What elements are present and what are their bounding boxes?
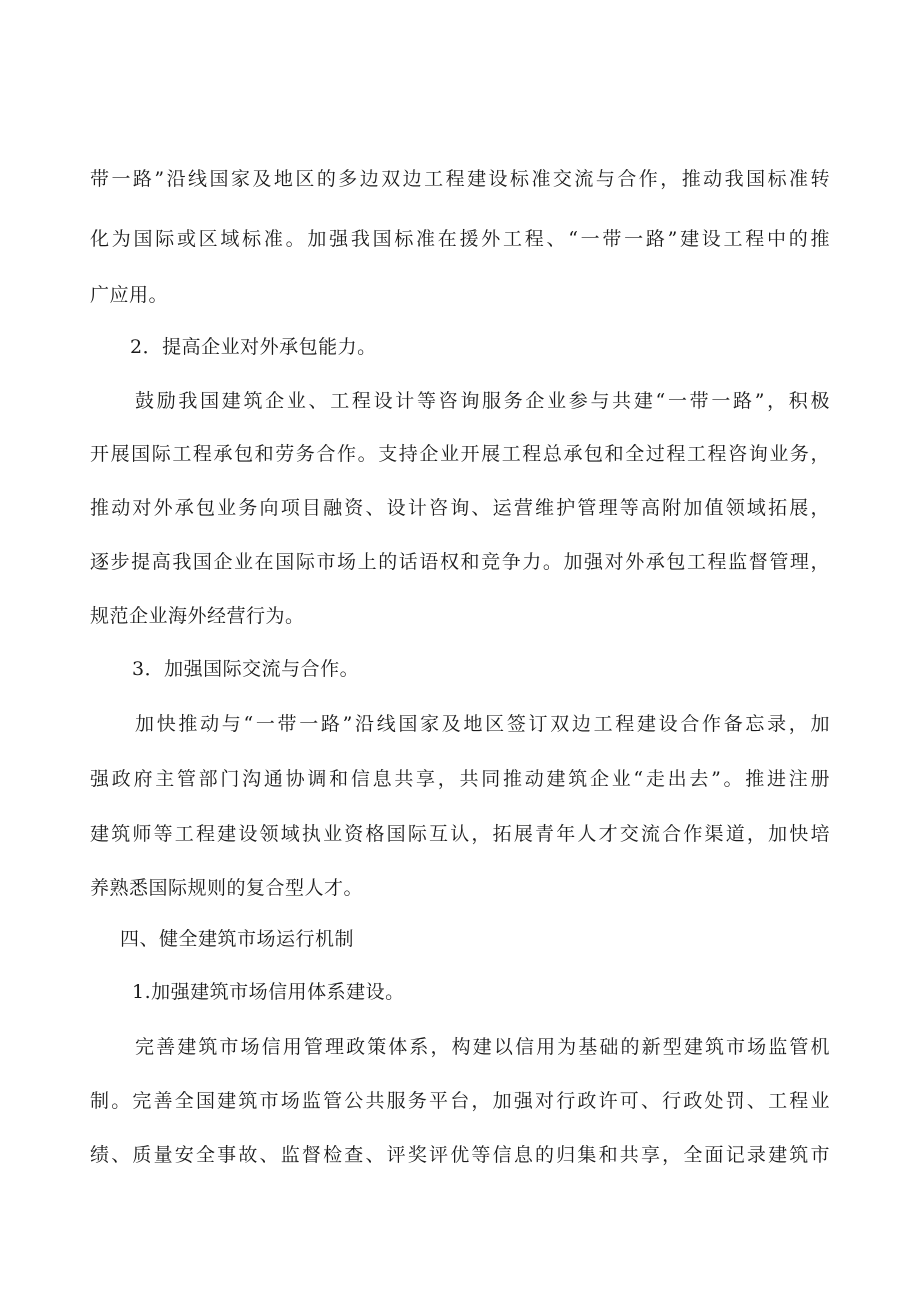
paragraph-line: 鼓励我国建筑企业、工程设计等咨询服务企业参与共建“一带一路”，积极 [135, 390, 830, 412]
numbered-heading: 3．加强国际交流与合作。 [132, 658, 360, 680]
section-heading: 四、健全建筑市场运行机制 [120, 928, 355, 950]
paragraph-line: 开展国际工程承包和劳务合作。支持企业开展工程总承包和全过程工程咨询业务， [90, 443, 830, 465]
numbered-heading: 1.加强建筑市场信用体系建设。 [132, 981, 405, 1003]
paragraph-line: 规范企业海外经营行为。 [90, 605, 305, 627]
paragraph-line: 推动对外承包业务向项目融资、设计咨询、运营维护管理等高附加值领域拓展， [90, 497, 830, 519]
paragraph-line: 化为国际或区域标准。加强我国标准在援外工程、“一带一路”建设工程中的推 [90, 228, 830, 250]
paragraph-line: 制。完善全国建筑市场监管公共服务平台，加强对行政许可、行政处罚、工程业 [90, 1090, 830, 1112]
paragraph-line: 养熟悉国际规则的复合型人才。 [90, 877, 364, 899]
paragraph-line: 完善建筑市场信用管理政策体系，构建以信用为基础的新型建筑市场监管机 [135, 1036, 830, 1058]
paragraph-line: 逐步提高我国企业在国际市场上的话语权和竞争力。加强对外承包工程监督管理， [90, 551, 830, 573]
paragraph-line: 强政府主管部门沟通协调和信息共享，共同推动建筑企业“走出去”。推进注册 [90, 768, 830, 790]
paragraph-line: 绩、质量安全事故、监督检查、评奖评优等信息的归集和共享，全面记录建筑市 [90, 1144, 830, 1166]
paragraph-line: 带一路”沿线国家及地区的多边双边工程建设标准交流与合作，推动我国标准转 [90, 168, 830, 190]
paragraph-line: 加快推动与“一带一路”沿线国家及地区签订双边工程建设合作备忘录，加 [135, 713, 830, 735]
numbered-heading: 2．提高企业对外承包能力。 [130, 336, 377, 358]
paragraph-line: 建筑师等工程建设领域执业资格国际互认，拓展青年人才交流合作渠道，加快培 [90, 823, 830, 845]
paragraph-line: 广应用。 [90, 284, 169, 306]
